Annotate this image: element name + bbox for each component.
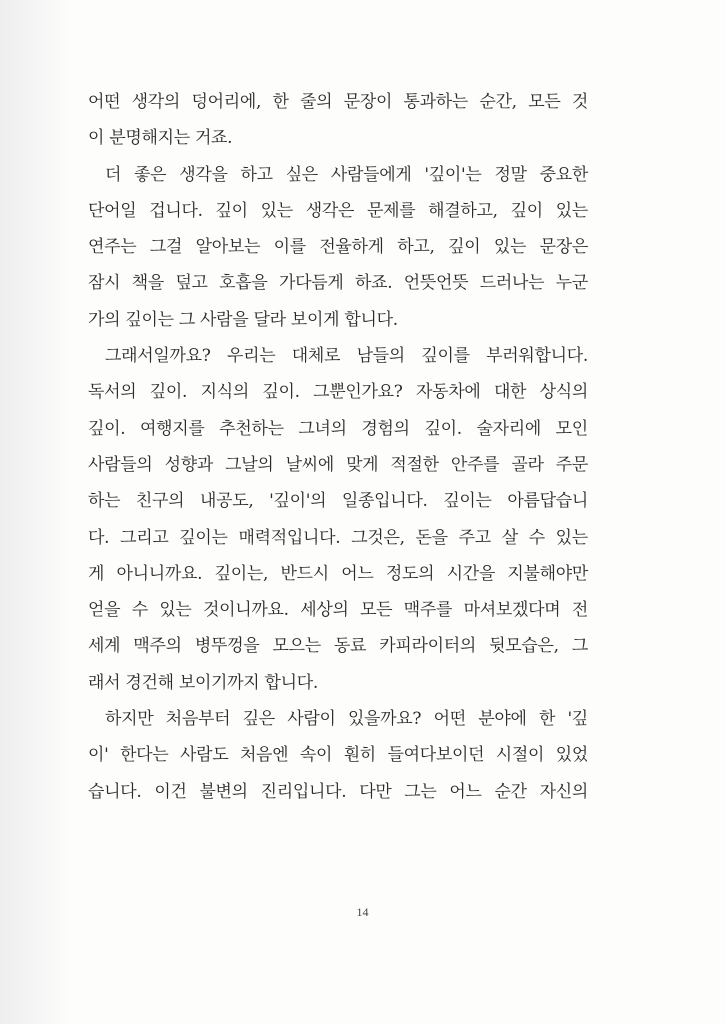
word: 어떤 [88, 92, 121, 112]
word: 한다는 [120, 745, 169, 766]
word: 좋은 [134, 164, 167, 185]
word: 우리는 [226, 346, 276, 367]
word: 불변의 [199, 781, 248, 802]
word: 있는 [555, 527, 588, 548]
word: 드러나는 [479, 273, 545, 294]
word: 순간, [479, 92, 517, 112]
word: 있는 [555, 200, 588, 221]
word: 얻을 [88, 600, 121, 621]
word: 생각의 [131, 92, 181, 112]
word: 마셔보겠다며 [463, 600, 561, 621]
word: 처음부터 [165, 709, 231, 730]
word: 주고 [458, 527, 491, 548]
word: 뒷모습은, [489, 636, 559, 657]
word: 골라 [511, 454, 544, 475]
word: 덩어리에, [191, 92, 262, 112]
word: 하지만 [105, 709, 154, 730]
word: 그는 [404, 781, 437, 802]
word: '깊이'의 [269, 491, 327, 512]
word: 가다듬게 [279, 273, 344, 294]
word: 그래서일까요? [105, 346, 211, 367]
word: 깊이는 [443, 491, 492, 512]
word: 연주는 [88, 237, 137, 258]
word: 한 [272, 92, 289, 112]
text-line [88, 338, 588, 374]
word: 한 [538, 709, 556, 730]
word: 아니니까요. [116, 563, 203, 584]
word: 해결하고, [428, 200, 498, 221]
word: 세상의 [300, 600, 349, 621]
word: 줄의 [300, 92, 333, 112]
word: 중요한 [539, 164, 588, 185]
word: 깊이. [262, 382, 300, 403]
word: 하는 [88, 491, 121, 512]
word: 정말 [494, 164, 527, 185]
word: 대체로 [291, 346, 341, 367]
text-line [88, 520, 588, 556]
page-number: 14 [356, 905, 369, 919]
word: 책을 [131, 273, 164, 294]
word: 들여다보이던 [387, 745, 485, 766]
word: 그것은, [351, 527, 405, 548]
word: 지식의 [200, 382, 249, 403]
word: 그녀의 [298, 418, 347, 439]
word: 정도의 [385, 563, 435, 584]
word: 살 [501, 527, 518, 548]
word: 사람들의 [88, 454, 153, 475]
word: 수 [528, 527, 545, 548]
text-line [88, 84, 588, 120]
text-line [88, 229, 588, 265]
word: 있는 [159, 600, 192, 621]
word: 주문 [555, 454, 588, 475]
text-line [88, 592, 588, 628]
word: 그리고 [120, 527, 169, 548]
body-text [88, 84, 588, 810]
text-line [88, 374, 588, 410]
word: 문제를 [366, 200, 416, 221]
word: 적절한 [390, 454, 439, 475]
text-line [88, 556, 588, 592]
word: 것이니까요. [203, 600, 289, 621]
word: 깊이는 [179, 527, 228, 548]
text-line [88, 737, 588, 773]
text-line [88, 411, 588, 447]
word: 더 [105, 164, 122, 185]
text-line [88, 774, 588, 810]
word: 카피라이터의 [379, 636, 477, 657]
word: 게 [88, 563, 105, 584]
word: 문장은 [539, 237, 588, 258]
word: 속이 [299, 745, 333, 766]
word: 세계 [88, 636, 121, 657]
word: 자동차에 [416, 382, 481, 403]
word: 부러워합니다. [486, 346, 588, 367]
word: 수 [131, 600, 148, 621]
word: 있었 [555, 745, 588, 766]
word: 지불해야만 [507, 563, 588, 584]
text-line [88, 665, 588, 701]
text-line [88, 483, 588, 519]
word: 반드시 [280, 563, 329, 584]
word: 있을까요? [347, 709, 422, 730]
word: 시절이 [495, 745, 545, 766]
word: 깊이 [215, 200, 248, 221]
word: 깊이는, [214, 563, 269, 584]
word: 처음엔 [239, 745, 289, 766]
text-line [88, 302, 588, 338]
word: 하죠. [354, 273, 393, 294]
word: 이건 [154, 781, 187, 802]
word: 깊이 [510, 200, 543, 221]
text-line [88, 447, 588, 483]
word: 시간을 [446, 563, 495, 584]
word: 단어일 [88, 200, 137, 221]
word: 덮고 [175, 273, 208, 294]
text-line [88, 120, 588, 156]
word: 맞게 [346, 454, 379, 475]
word: 친구의 [135, 491, 185, 512]
word: 전 [571, 600, 588, 621]
word: '깊이'는 [424, 164, 482, 185]
word: 누군 [555, 273, 588, 294]
word: 분야에 [478, 709, 527, 730]
word: 추천하는 [219, 418, 284, 439]
line-text: 래서 경건해 보이기까지 합니다. [88, 672, 319, 693]
text-line [88, 193, 588, 229]
word: 것 [571, 92, 588, 112]
word: 성향과 [164, 454, 213, 475]
word: 사람도 [180, 745, 229, 766]
word: 독서의 [88, 382, 137, 403]
word: 날씨에 [285, 454, 334, 475]
word: 통과하는 [403, 92, 468, 112]
word: 순간 [494, 781, 527, 802]
word: 맥주의 [133, 636, 182, 657]
word: 그걸 [149, 237, 183, 258]
word: 이를 [273, 237, 306, 258]
word: 다. [88, 527, 110, 548]
word: 겁니다. [149, 200, 203, 221]
text-line [88, 628, 588, 664]
word: 동료 [333, 636, 367, 657]
word: 문장이 [343, 92, 393, 112]
word: '깊 [567, 709, 588, 730]
word: 있는 [493, 237, 527, 258]
word: 돈을 [415, 527, 448, 548]
word: 하고 [240, 164, 273, 185]
word: 훤히 [343, 745, 376, 766]
word: 언뜻언뜻 [403, 273, 469, 294]
word: 대한 [493, 382, 527, 403]
text-line [88, 701, 588, 737]
line-text: 이 분명해지는 거죠. [88, 128, 233, 149]
word: 알아보는 [195, 237, 261, 258]
word: 다만 [359, 781, 392, 802]
word: 잠시 [88, 273, 121, 294]
word: 생각을 [179, 164, 228, 185]
word: 맥주를 [403, 600, 453, 621]
word: 자신의 [539, 781, 588, 802]
word: 그날의 [225, 454, 274, 475]
word: 모인 [555, 418, 588, 439]
word: 있는 [260, 200, 293, 221]
word: 모든 [360, 600, 393, 621]
text-line [88, 157, 588, 193]
word: 깊이. [149, 382, 188, 403]
word: 진리입니다. [260, 781, 347, 802]
word: 싶은 [285, 164, 318, 185]
word: 생각은 [305, 200, 355, 221]
word: 사람들에게 [330, 164, 412, 185]
word: 내공도, [199, 491, 254, 512]
word: 깊은 [242, 709, 275, 730]
word: 그 [571, 636, 588, 657]
word: 깊이를 [421, 346, 470, 367]
word: 술자리에 [476, 418, 541, 439]
word: 깊이. [424, 418, 462, 439]
word: 남들의 [356, 346, 405, 367]
word: 습니다. [88, 781, 142, 802]
word: 사람이 [287, 709, 336, 730]
word: 하고, [397, 237, 435, 258]
word: 상식의 [539, 382, 588, 403]
word: 모든 [528, 92, 561, 112]
word: 병뚜껑을 [194, 636, 260, 657]
word: 일종입니다. [341, 491, 428, 512]
word: 깊이. [88, 418, 126, 439]
word: 어느 [449, 781, 482, 802]
word: 경험의 [361, 418, 410, 439]
word: 아름답습니 [507, 491, 588, 512]
word: 그뿐인가요? [313, 382, 403, 403]
word: 전율하게 [319, 237, 384, 258]
word: 어떤 [433, 709, 466, 730]
word: 안주를 [450, 454, 500, 475]
word: 호흡을 [219, 273, 268, 294]
line-text: 가의 깊이는 그 사람을 달라 보이게 합니다. [88, 309, 398, 330]
word: 깊이 [448, 237, 481, 258]
word: 매력적입니다. [238, 527, 341, 548]
word: 모으는 [272, 636, 321, 657]
word: 어느 [341, 563, 374, 584]
word: 이' [88, 745, 109, 766]
word: 여행지를 [140, 418, 205, 439]
text-line [88, 265, 588, 301]
binding-shadow [0, 0, 70, 1024]
